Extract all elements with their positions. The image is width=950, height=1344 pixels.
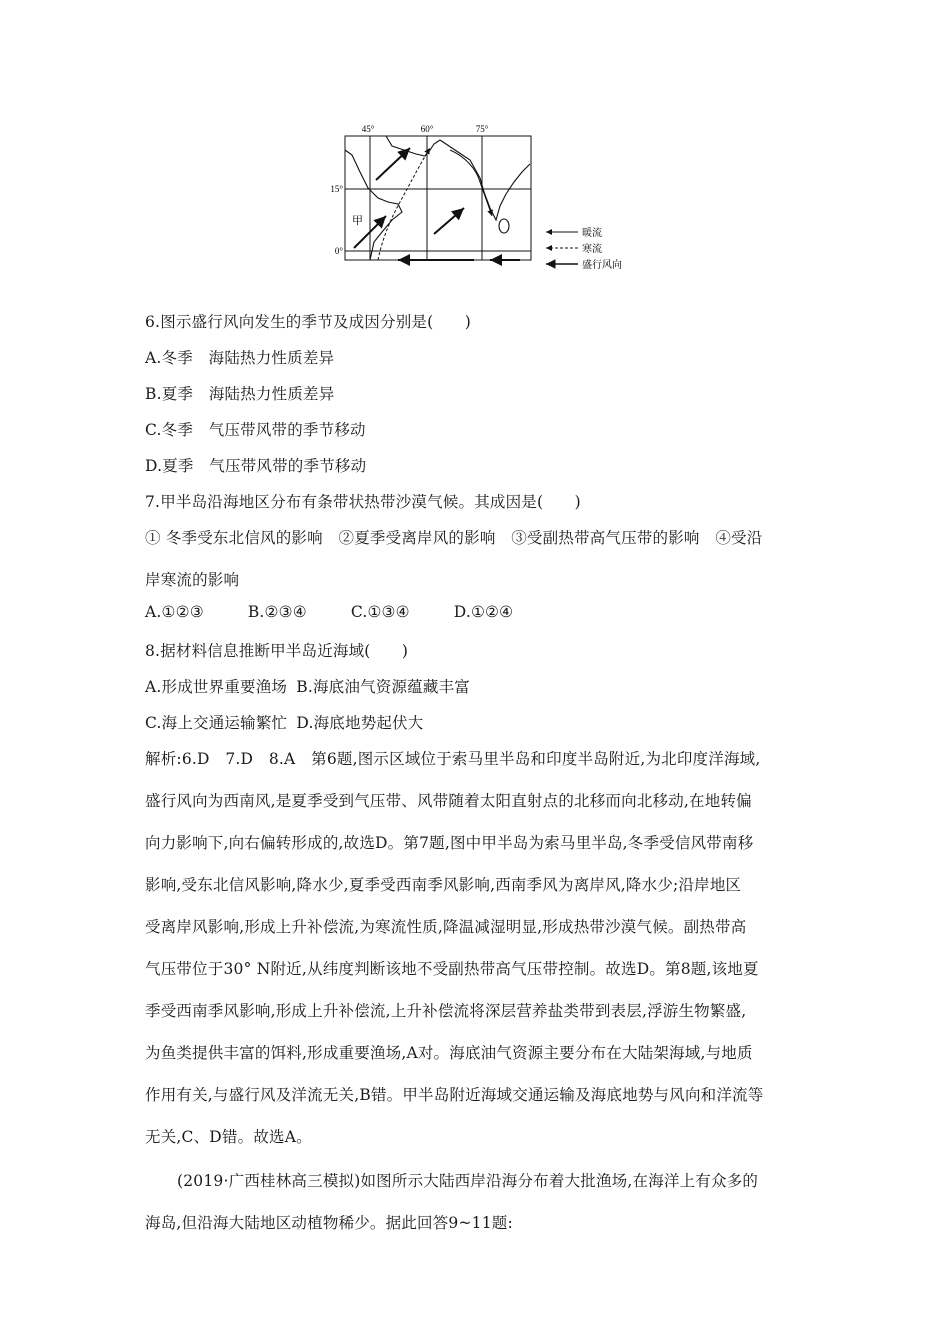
legend-wind-label: 盛行风向 bbox=[582, 260, 622, 271]
q7-option-d: D.①②④ bbox=[453, 603, 514, 621]
region-label: 甲 bbox=[352, 214, 363, 227]
q6-stem: 6.图示盛行风向发生的季节及成因分别是( ) bbox=[145, 313, 471, 331]
q7-option-b: B.②③④ bbox=[247, 603, 307, 621]
lon-label-75: 75° bbox=[475, 124, 489, 134]
cold-current bbox=[378, 148, 430, 260]
lon-label-45: 45° bbox=[361, 124, 375, 134]
map-grid bbox=[345, 136, 531, 260]
analysis-line: 受离岸风影响,形成上升补偿流,为寒流性质,降温减湿明显,形成热带沙漠气候。副热带高 bbox=[145, 918, 747, 936]
lat-label-0: 0° bbox=[334, 246, 343, 256]
map-legend bbox=[546, 226, 622, 271]
coastline bbox=[345, 136, 530, 260]
lat-label-15: 15° bbox=[330, 184, 343, 194]
q7-items-line2: 岸寒流的影响 bbox=[145, 571, 240, 589]
analysis-line: 季受西南季风影响,形成上升补偿流,上升补偿流将深层营养盐类带到表层,浮游生物繁盛, bbox=[145, 1002, 747, 1020]
analysis-line: 气压带位于30° N附近,从纬度判断该地不受副热带高气压带控制。故选D。第8题,该地夏 bbox=[145, 960, 759, 978]
analysis-line: 无关,C、D错。故选A。 bbox=[145, 1128, 312, 1146]
q7-options bbox=[145, 603, 513, 621]
q7-option-c: C.①③④ bbox=[350, 603, 410, 621]
indian-ocean-map bbox=[330, 120, 630, 280]
q8-option-b: B.海底油气资源蕴藏丰富 bbox=[296, 678, 470, 696]
q8-options-row1 bbox=[145, 675, 470, 697]
q8-option-d: D.海底地势起伏大 bbox=[296, 714, 424, 732]
q7-option-a: A.①②③ bbox=[145, 603, 204, 621]
lon-label-60: 60° bbox=[420, 124, 434, 134]
analysis-line: 为鱼类提供丰富的饵料,形成重要渔场,A对。海底油气资源主要分布在大陆架海域,与地质 bbox=[145, 1044, 753, 1062]
q6-option-d: D.夏季 气压带风带的季节移动 bbox=[145, 457, 367, 475]
analysis-line: 盛行风向为西南风,是夏季受到气压带、风带随着太阳直射点的北移而向北移动,在地转偏 bbox=[145, 792, 752, 810]
q7-stem: 7.甲半岛沿海地区分布有条带状热带沙漠气候。其成因是( ) bbox=[145, 493, 581, 511]
q7-items-line1: ① 冬季受东北信风的影响 ②夏季受离岸风的影响 ③受副热带高气压带的影响 ④受沿 bbox=[145, 529, 763, 547]
analysis-line: 解析:6.D 7.D 8.A 第6题,图示区域位于索马里半岛和印度半岛附近,为北印度洋海域, bbox=[145, 750, 761, 768]
legend-warm-label: 暖流 bbox=[582, 228, 602, 239]
analysis-line: 影响,受东北信风影响,降水少,夏季受西南季风影响,西南季风为离岸风,降水少;沿岸地区 bbox=[145, 876, 742, 894]
intro-line: (2019·广西桂林高三模拟)如图所示大陆西岸沿海分布着大批渔场,在海洋上有众多的 bbox=[177, 1172, 759, 1190]
q8-stem: 8.据材料信息推断甲半岛近海域( ) bbox=[145, 642, 409, 660]
intro-line: 海岛,但沿海大陆地区动植物稀少。据此回答9~11题: bbox=[145, 1214, 513, 1232]
q6-option-b: B.夏季 海陆热力性质差异 bbox=[145, 385, 335, 403]
analysis-line: 作用有关,与盛行风及洋流无关,B错。甲半岛附近海域交通运输及海底地势与风向和洋流等 bbox=[145, 1086, 764, 1104]
wind-arrows bbox=[354, 148, 520, 260]
analysis-line: 向力影响下,向右偏转形成的,故选D。第7题,图中甲半岛为索马里半岛,冬季受信风带南移 bbox=[145, 834, 754, 852]
warm-current bbox=[450, 150, 492, 216]
q8-option-a: A.形成世界重要渔场 bbox=[145, 678, 288, 696]
q8-option-c: C.海上交通运输繁忙 bbox=[145, 714, 288, 732]
q6-option-a: A.冬季 海陆热力性质差异 bbox=[145, 349, 335, 367]
q6-option-c: C.冬季 气压带风带的季节移动 bbox=[145, 421, 366, 439]
legend-cold-label: 寒流 bbox=[582, 244, 602, 255]
q8-options-row2 bbox=[145, 711, 424, 733]
